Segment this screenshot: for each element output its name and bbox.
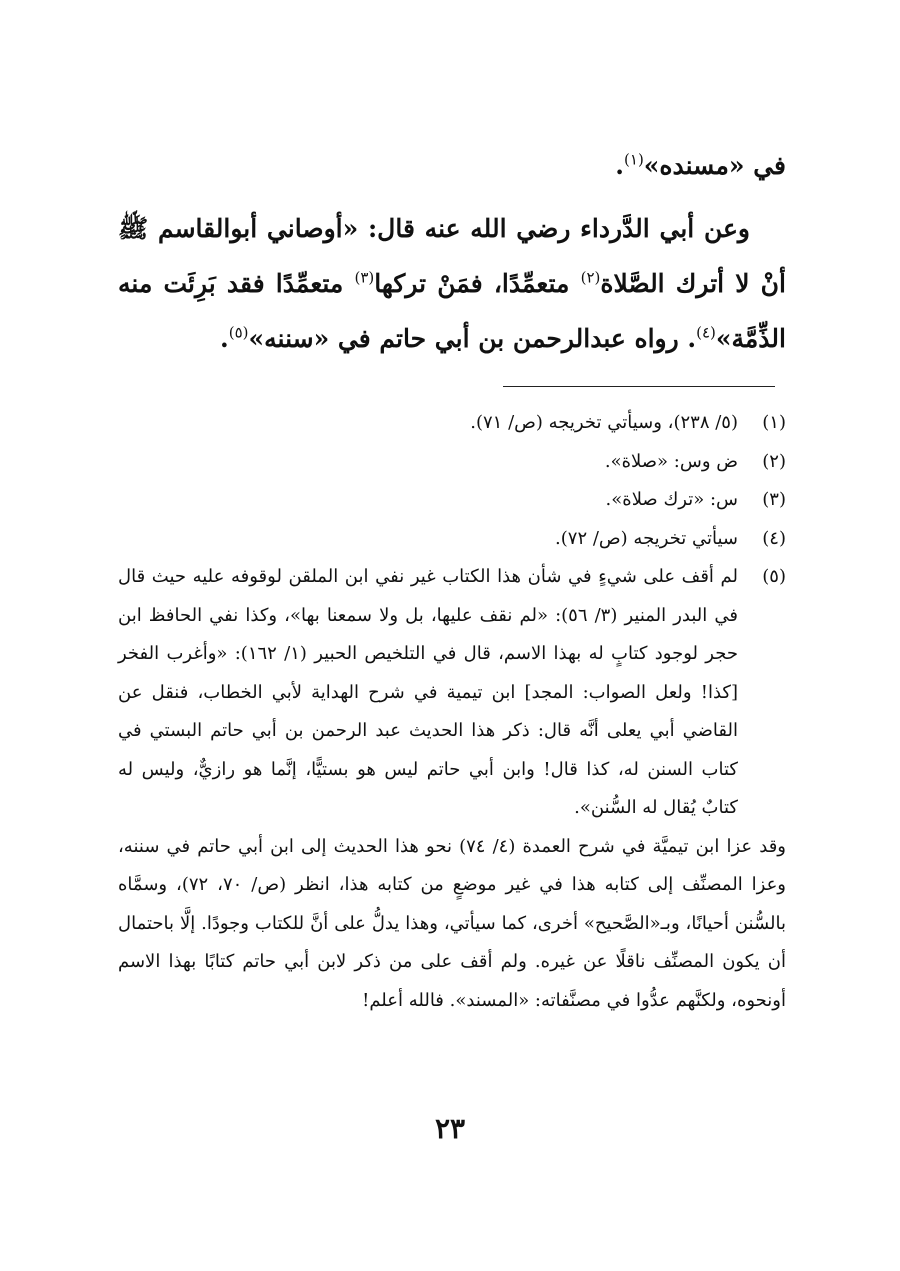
main-text: [118, 138, 786, 366]
text-run: متعمِّدًا فقد بَرِئَت منه الذِّمَّة»: [118, 269, 786, 353]
footnote-item: [118, 558, 786, 828]
text-run: في «مسنده»: [643, 151, 786, 180]
footnote-ref-1: (١): [624, 150, 644, 169]
footnote-number: (١): [762, 412, 786, 433]
text-run: . رواه عبدالرحمن بن أبي حاتم في «سننه»: [248, 324, 697, 353]
footnote-number: (٢): [762, 450, 786, 472]
footnote-text: لم أقف على شيءٍ في شأن هذا الكتاب غير نفي ابن الملقن لوقوفه عليه حيث قال في البدر المنير (٣/ ٥٦): «لم نقف عليها، بل ولا سمعنا بها»، وكذا نفي الحافظ ابن حجر لوجود كتابٍ له بهذا الاسم، قال في التلخيص الحبير (١/ ١٦٢): «وأغرب الفخر [كذا! ولعل الصواب: المجد] ابن تيمية في شرح الهداية لأبي الخطاب، فنقل عن القاضي أبي يعلى أنَّه قال: ذكر هذا الحديث عبد الرحمن بن أبي حاتم البستي في كتاب السنن له، كذا قال! وابن أبي حاتم ليس هو بستيًّا، إنَّما هو رازيٌّ، وليس له كتابٌ يُقال له السُّنن».: [118, 566, 738, 818]
footnotes: [118, 404, 786, 1020]
text-run: .: [615, 151, 625, 180]
footnote-number: (٣): [762, 489, 786, 510]
footnote-ref-3: (٣): [354, 268, 375, 287]
text-run: متعمِّدًا، فمَنْ تركها: [374, 269, 581, 298]
footnote-text: سيأتي تخريجه (ص/ ٧٢).: [555, 527, 738, 549]
footnote-ref-4: (٤): [696, 323, 716, 342]
paragraph-continuation: [118, 138, 786, 193]
footnote-ref-2: (٢): [580, 268, 601, 287]
footnote-item: [118, 404, 786, 443]
paragraph-hadith: [118, 201, 786, 366]
footnote-ref-5: (٥): [228, 323, 249, 342]
footnote-number: (٥): [762, 566, 786, 587]
footnote-text: ض وس: «صلاة».: [604, 450, 738, 472]
footnote-item: [118, 520, 786, 559]
footnote-item: [118, 443, 786, 482]
footnote-separator: [503, 386, 775, 387]
footnote-text: (٥/ ٢٣٨)، وسيأتي تخريجه (ص/ ٧١).: [470, 412, 738, 433]
footnote-item: [118, 481, 786, 520]
page-number: ٢٣: [434, 1112, 466, 1145]
text-run: وعن أبي الدَّرداء رضي الله عنه قال: «أوصاني أبوالقاسم ﷺ أنْ لا أترك الصَّلاة: [118, 214, 786, 298]
text-run: .: [220, 324, 229, 353]
footnote-continuation: وقد عزا ابن تيميَّة في شرح العمدة (٤/ ٧٤) نحو هذا الحديث إلى ابن أبي حاتم في سننه، وعزا المصنِّف إلى كتابه هذا في غير موضعٍ من كتابه هذا، انظر (ص/ ٧٠، ٧٢)، وسمَّاه بالسُّنن أحيانًا، وبـ«الصَّحيح» أخرى، كما سيأتي، وهذا يدلُّ على أنَّ للكتاب وجودًا. إلَّا باحتمال أن يكون المصنِّف ناقلًا عن غيره. ولم أقف على من ذكر لابن أبي حاتم كتابًا بهذا الاسم أونحوه، ولكنَّهم عدُّوا في مصنَّفاته: «المسند». فالله أعلم!: [118, 835, 787, 1011]
footnote-text: س: «ترك صلاة».: [605, 489, 738, 510]
footnote-number: (٤): [762, 527, 786, 549]
